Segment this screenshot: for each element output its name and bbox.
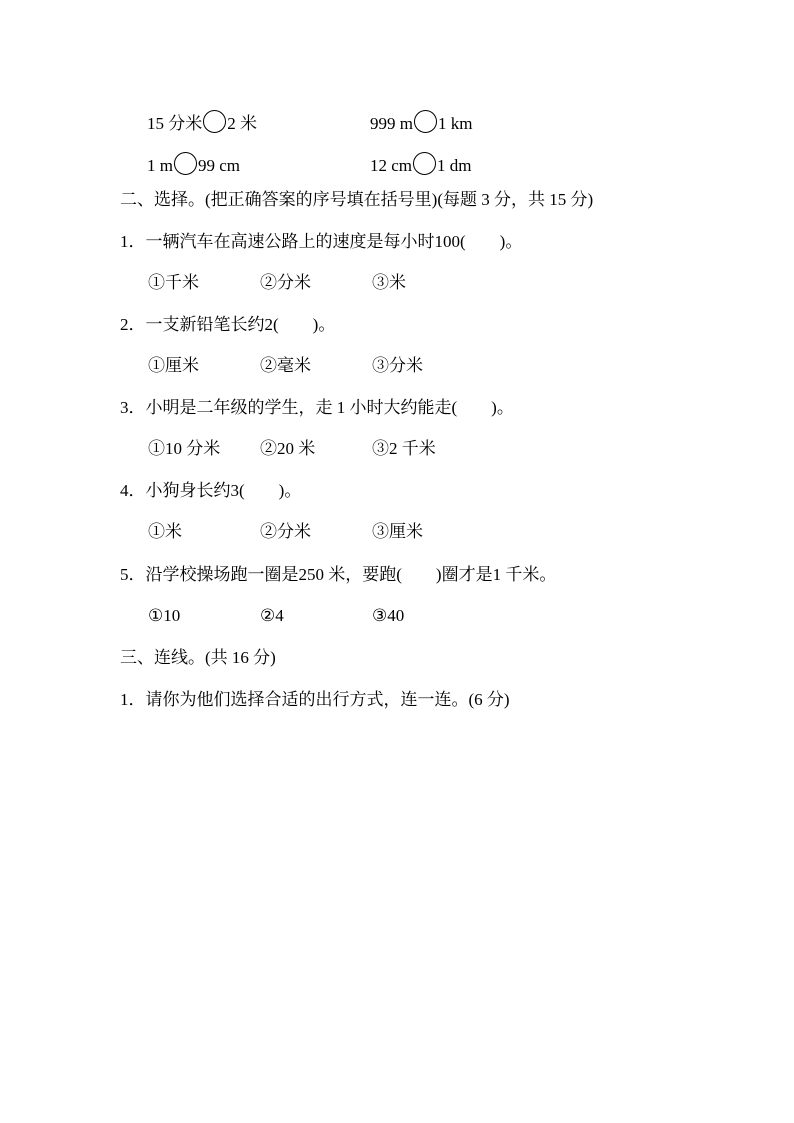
- compare-right: 1 km: [437, 114, 473, 133]
- option-2-3[interactable]: ③分米: [372, 356, 423, 375]
- question-5: 5．沿学校操场跑一圈是250 米，要跑( )圈才是1 千米。: [120, 565, 557, 584]
- compare-right: 2 米: [227, 114, 257, 133]
- compare-circle-blank[interactable]: [203, 110, 226, 133]
- compare-circle-blank[interactable]: [174, 152, 197, 175]
- question-3: 3．小明是二年级的学生，走 1 小时大约能走( )。: [120, 398, 514, 417]
- question-2: 2．一支新铅笔长约2( )。: [120, 315, 336, 334]
- question-4: 4．小狗身长约3( )。: [120, 481, 302, 500]
- option-4-2[interactable]: ②分米: [260, 522, 311, 541]
- option-1-2[interactable]: ②分米: [260, 273, 311, 292]
- option-5-3[interactable]: ③40: [372, 606, 405, 625]
- compare-item-2: [370, 110, 472, 135]
- compare-item-1: [147, 110, 257, 135]
- compare-circle-blank[interactable]: [413, 152, 436, 175]
- option-3-1[interactable]: ①10 分米: [148, 439, 221, 458]
- section3-title: 三、连线。(共 16 分): [120, 648, 276, 667]
- option-5-2[interactable]: ②4: [260, 606, 284, 625]
- section2-title: 二、选择。(把正确答案的序号填在括号里)(每题 3 分，共 15 分): [120, 190, 594, 209]
- compare-left: 15 分米: [147, 114, 203, 133]
- option-5-1[interactable]: ①10: [148, 606, 181, 625]
- compare-circle-blank[interactable]: [414, 110, 437, 133]
- option-4-1[interactable]: ①米: [148, 522, 182, 541]
- section3-question-1: 1．请你为他们选择合适的出行方式，连一连。(6 分): [120, 690, 510, 709]
- compare-right: 1 dm: [437, 156, 472, 175]
- compare-item-4: [370, 152, 472, 177]
- option-2-1[interactable]: ①厘米: [148, 356, 199, 375]
- option-2-2[interactable]: ②毫米: [260, 356, 311, 375]
- option-4-3[interactable]: ③厘米: [372, 522, 423, 541]
- compare-left: 999 m: [370, 114, 413, 133]
- option-1-3[interactable]: ③米: [372, 273, 406, 292]
- compare-left: 12 cm: [370, 156, 413, 175]
- compare-left: 1 m: [147, 156, 173, 175]
- compare-right: 99 cm: [197, 156, 241, 175]
- option-1-1[interactable]: ①千米: [148, 273, 199, 292]
- option-3-2[interactable]: ②20 米: [260, 439, 316, 458]
- question-1: 1．一辆汽车在高速公路上的速度是每小时100( )。: [120, 232, 523, 251]
- compare-item-3: [147, 152, 240, 177]
- option-3-3[interactable]: ③2 千米: [372, 439, 436, 458]
